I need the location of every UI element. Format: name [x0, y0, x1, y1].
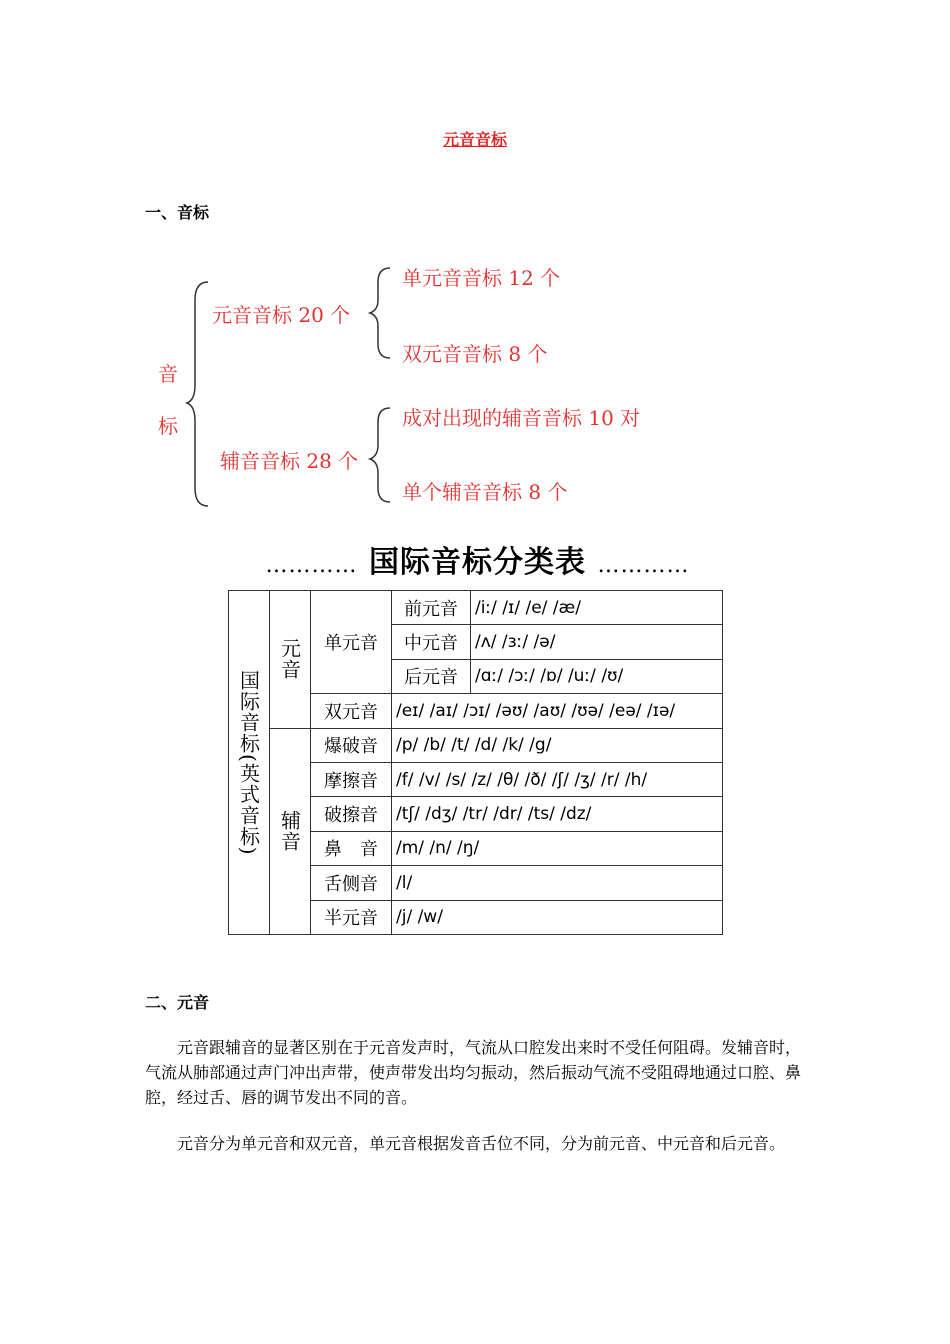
consonant-category-cell: 辅音 [270, 728, 311, 934]
symbol-cell: /eɪ/ /aɪ/ /ɔɪ/ /əʊ/ /aʊ/ /ʊə/ /eə/ /ɪə/ [392, 694, 723, 728]
paragraph-text: 元音跟辅音的显著区别在于元音发声时，气流从口腔发出来时不受任何阻碍。发辅音时，气流从肺部通过声门冲出声带，使声带发出均匀振动，然后振动气流不受阻碍地通过口腔、鼻腔，经过舌、唇的调节发出不同的音。 [145, 1038, 802, 1107]
section-heading-vowels: 二、元音 [145, 993, 210, 1012]
symbol-cell: /l/ [392, 866, 723, 900]
paragraph-text: 元音分为单元音和双元音，单元音根据发音舌位不同，分为前元音、中元音和后元音。 [177, 1134, 786, 1153]
consonant-type-cell: 摩擦音 [311, 762, 392, 796]
diphthong-cell: 双元音 [311, 694, 392, 728]
root-category-cell: 国际音标(英式音标) [229, 591, 270, 935]
consonant-type-cell: 鼻 音 [311, 831, 392, 865]
page-title: 元音音标 [442, 130, 507, 149]
symbol-cell: /m/ /n/ /ŋ/ [392, 831, 723, 865]
double-vowel-count-label: 双元音音标 8 个 [402, 342, 548, 366]
consonant-brace [370, 408, 390, 502]
symbol-cell: /j/ /w/ [392, 900, 723, 934]
vowel-brace [370, 268, 390, 358]
consonant-type-cell: 舌侧音 [311, 866, 392, 900]
table-title-line [230, 537, 725, 581]
sub-category-cell: 后元音 [392, 659, 471, 693]
table-title: 国际音标分类表 [369, 545, 586, 580]
paragraph-vowel-consonant-difference [145, 1035, 810, 1110]
paired-consonant-label: 成对出现的辅音音标 10 对 [402, 406, 641, 430]
consonant-type-cell: 破擦音 [311, 797, 392, 831]
consonant-type-cell: 爆破音 [311, 728, 392, 762]
table-row [229, 728, 723, 762]
symbol-cell: /iː/ /ɪ/ /e/ /æ/ [471, 591, 723, 625]
symbol-cell: /p/ /b/ /t/ /d/ /k/ /g/ [392, 728, 723, 762]
symbol-cell: /f/ /v/ /s/ /z/ /θ/ /ð/ /ʃ/ /ʒ/ /r/ /h/ [392, 762, 723, 796]
sub-category-cell: 中元音 [392, 625, 471, 659]
title-dots-right: ………… [597, 553, 690, 578]
consonant-count-label: 辅音音标 28 个 [220, 449, 359, 473]
big-brace [187, 282, 208, 506]
symbol-cell: /tʃ/ /dʒ/ /tr/ /dr/ /ts/ /dz/ [392, 797, 723, 831]
title-dots-left: ………… [265, 553, 358, 578]
consonant-type-cell: 半元音 [311, 900, 392, 934]
root-label-bottom: 标 [158, 414, 178, 438]
vowel-category-cell: 元音 [270, 591, 311, 729]
ipa-table [228, 590, 723, 935]
single-vowel-count-label: 单元音音标 12 个 [402, 266, 561, 290]
table-row [229, 591, 723, 625]
sub-category-cell: 前元音 [392, 591, 471, 625]
symbol-cell: /ʌ/ /ɜː/ /ə/ [471, 625, 723, 659]
monophthong-cell: 单元音 [311, 591, 392, 694]
symbol-cell: /ɑː/ /ɔː/ /ɒ/ /uː/ /ʊ/ [471, 659, 723, 693]
paragraph-vowel-types [145, 1131, 810, 1156]
single-consonant-label: 单个辅音音标 8 个 [402, 480, 568, 504]
root-label-top: 音 [158, 362, 178, 386]
vowel-count-label: 元音音标 20 个 [212, 303, 351, 327]
section-heading-phonetics: 一、音标 [145, 203, 210, 222]
